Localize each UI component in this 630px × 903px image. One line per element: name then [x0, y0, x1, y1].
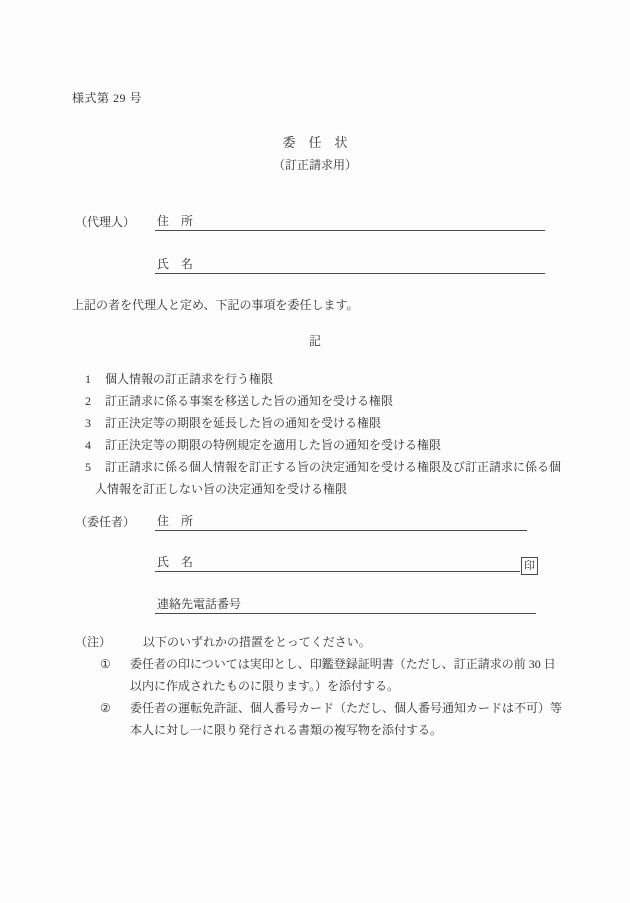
delegated-item-number: 4 — [85, 438, 91, 452]
delegated-item-text: 訂正請求に係る個人情報を訂正する旨の決定通知を受ける権限及び訂正請求に係る個人情報を訂正しない旨の決定通知を受ける権限 — [95, 460, 562, 496]
principal-address-row — [0, 513, 630, 531]
delegated-item-text: 訂正決定等の期限の特例規定を適用した旨の通知を受ける権限 — [105, 438, 442, 452]
agent-name-row — [0, 256, 630, 274]
delegated-authority-list — [0, 368, 630, 500]
note-item-number: ② — [100, 701, 111, 715]
list-title: 記 — [308, 334, 321, 348]
delegated-item — [85, 390, 562, 412]
document-subtitle: （訂正請求用） — [272, 158, 357, 172]
delegated-item-number: 3 — [85, 416, 91, 430]
agent-section-label: （代理人） — [75, 215, 136, 229]
principal-name-row — [0, 554, 630, 572]
notes-section — [0, 631, 630, 741]
declaration-text: 上記の者を代理人と定め、下記の事項を委任します。 — [72, 298, 359, 312]
delegated-item-text: 訂正決定等の期限を延長した旨の通知を受ける権限 — [105, 416, 382, 430]
delegated-item — [85, 456, 562, 500]
principal-phone-blank-line — [155, 596, 536, 614]
agent-name-blank-line — [155, 256, 545, 274]
note-intro: 以下のいずれかの措置をとってください。 — [143, 635, 371, 649]
note-item-text: 委任者の運転免許証、個人番号カード（ただし、個人番号通知カードは不可）等本人に対し一に限り発行される書類の複写物を添付する。 — [130, 701, 563, 737]
principal-address-label: 住 所 — [157, 514, 194, 528]
delegated-item-number: 5 — [85, 460, 91, 474]
principal-section-label: （委任者） — [75, 515, 136, 529]
agent-address-blank-line — [155, 213, 545, 231]
principal-phone-row — [0, 596, 630, 614]
note-item — [0, 697, 630, 741]
note-item — [0, 653, 630, 697]
note-item-number: ① — [100, 657, 111, 671]
principal-name-blank-line — [155, 554, 520, 572]
delegated-item-text: 個人情報の訂正請求を行う権限 — [105, 372, 274, 386]
delegated-item-number: 2 — [85, 394, 91, 408]
note-item-text: 委任者の印については実印とし、印鑑登録証明書（ただし、訂正請求の前 30 日以内に作成されたものに限ります。）を添付する。 — [130, 657, 556, 693]
agent-address-row — [0, 213, 630, 231]
principal-phone-label: 連絡先電話番号 — [157, 597, 242, 611]
delegated-item — [85, 434, 562, 456]
delegated-item — [85, 368, 562, 390]
delegated-item-text: 訂正請求に係る事案を移送した旨の通知を受ける権限 — [105, 394, 394, 408]
seal-placeholder-box — [521, 557, 538, 575]
agent-name-label: 氏 名 — [157, 257, 194, 271]
note-label: （注） — [75, 635, 112, 649]
principal-address-blank-line — [155, 513, 527, 531]
delegated-item-number: 1 — [85, 372, 91, 386]
agent-address-label: 住 所 — [157, 214, 194, 228]
seal-mark: 印 — [524, 560, 535, 572]
principal-name-label: 氏 名 — [157, 555, 194, 569]
form-number: 様式第 29 号 — [72, 91, 143, 105]
note-header — [0, 631, 630, 653]
delegated-item — [85, 412, 562, 434]
document-title: 委 任 状 — [282, 135, 348, 150]
